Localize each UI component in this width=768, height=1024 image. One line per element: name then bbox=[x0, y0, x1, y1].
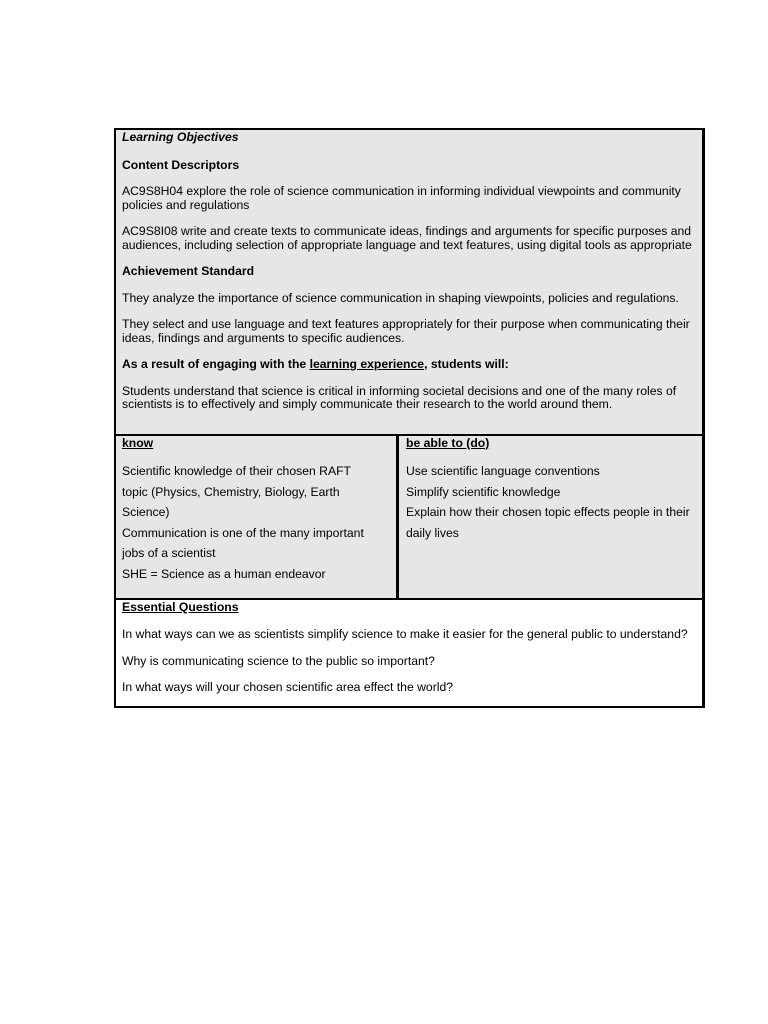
know-line: jobs of a scientist bbox=[122, 546, 216, 560]
student-understanding: Students understand that science is critical in informing societal decisions and one of the many roles of scientists is to effectively and simply communicate their research to the world around them. bbox=[122, 383, 677, 411]
content-descriptor-2: AC9S8I08 write and create texts to communicate ideas, findings and arguments for specific purposes and audiences, including selection of appropriate language and text features, using digital tools as appropriate bbox=[122, 224, 692, 252]
essential-questions-section bbox=[116, 600, 702, 706]
learning-experience-link: learning experience bbox=[309, 357, 425, 371]
content-descriptors-heading: Content Descriptors bbox=[122, 157, 240, 172]
know-line: Scientific knowledge of their chosen RAFT bbox=[122, 464, 351, 478]
achievement-standard-2: They select and use language and text features appropriately for their purpose when communicating their ideas, findings and arguments to specific audiences. bbox=[122, 317, 690, 345]
learning-plan-table bbox=[114, 128, 705, 708]
essential-question: In what ways can we as scientists simplify science to make it easier for the general public to understand? bbox=[122, 627, 688, 641]
be-able-to-line: Explain how their chosen topic effects people in their bbox=[406, 505, 690, 519]
result-statement bbox=[122, 358, 696, 372]
know-do-row bbox=[116, 436, 702, 600]
content-descriptor-1: AC9S8H04 explore the role of science communication in informing individual viewpoints and community policies and regulations bbox=[122, 184, 681, 212]
know-line: Science) bbox=[122, 505, 170, 519]
be-able-to-heading: be able to (do) bbox=[406, 435, 490, 450]
result-prefix: As a result of engaging with the bbox=[122, 357, 310, 371]
know-column bbox=[116, 436, 399, 598]
learning-objectives-section bbox=[116, 130, 702, 436]
essential-question: In what ways will your chosen scientific area effect the world? bbox=[122, 680, 454, 694]
know-line: SHE = Science as a human endeavor bbox=[122, 566, 326, 581]
be-able-to-line: daily lives bbox=[406, 525, 459, 540]
essential-question: Why is communicating science to the public so important? bbox=[122, 653, 435, 668]
know-heading: know bbox=[122, 435, 154, 450]
know-line: Communication is one of the many important bbox=[122, 525, 364, 540]
know-line: topic (Physics, Chemistry, Biology, Earth bbox=[122, 484, 340, 499]
achievement-standard-heading: Achievement Standard bbox=[122, 264, 255, 278]
essential-questions-heading: Essential Questions bbox=[122, 599, 239, 614]
learning-objectives-title: Learning Objectives bbox=[122, 130, 239, 144]
result-suffix: , students will: bbox=[424, 357, 509, 371]
be-able-to-column bbox=[399, 436, 702, 598]
achievement-standard-1: They analyze the importance of science communication in shaping viewpoints, policies and regulations. bbox=[122, 290, 679, 305]
be-able-to-line: Use scientific language conventions bbox=[406, 464, 600, 478]
be-able-to-line: Simplify scientific knowledge bbox=[406, 484, 561, 499]
